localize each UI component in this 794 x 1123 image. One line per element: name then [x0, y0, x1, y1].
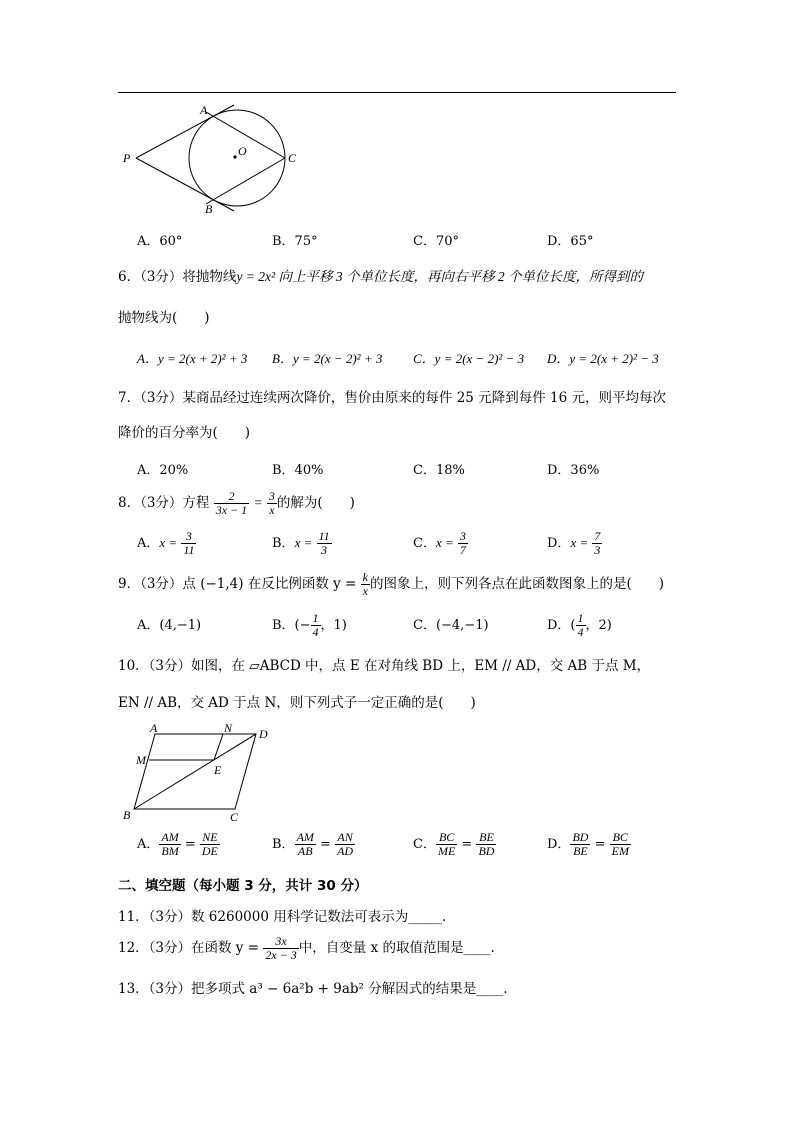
q9-option-b: B．(− $\frac{1}{4}$ ，1)	[272, 611, 347, 639]
label-A2: A	[150, 721, 158, 735]
q13: 13．（3分）把多项式 a³ − 6a²b + 9ab² 分解因式的结果是____.	[118, 981, 508, 997]
q8-stem: 8．（3分）方程 $\frac{2}{3x - 1}$ = $\frac{3}{x}$ 的解为( )	[118, 489, 355, 517]
q6-option-d: D．y = 2(x + 2)² − 3	[547, 351, 659, 366]
q5-option-d: D．65°	[547, 234, 594, 249]
q6-stem-2: 抛物线为( )	[118, 310, 210, 326]
q8-option-b: B．x = $\frac{11}{3}$	[272, 529, 330, 557]
header-rule	[118, 92, 676, 93]
q9-stem: 9．（3分）点 (−1,4) 在反比例函数 y = $\frac{k}{x}$ 的图象上，则下列各点在此函数图象上的是( )	[118, 570, 665, 598]
q6-option-c: C．y = 2(x − 2)² − 3	[413, 351, 525, 366]
q7-stem-2: 降价的百分率为( )	[118, 425, 251, 441]
q5-option-c: C．70°	[413, 234, 459, 249]
label-O: O	[238, 144, 247, 158]
q12: 12．（3分）在函数 y = $\frac{3x}{2x - 3}$ 中，自变量 x 的取值范围是____.	[118, 934, 495, 962]
label-M: M	[136, 753, 146, 767]
q9-option-a: A．(4,−1)	[137, 618, 202, 633]
label-B: B	[205, 202, 213, 216]
q6-option-a: A．y = 2(x + 2)² + 3	[137, 351, 248, 366]
q5-option-a: A．60°	[137, 234, 183, 249]
q10-option-c: C． $\frac{BC}{ME}$ = $\frac{BE}{BD}$	[413, 830, 495, 858]
q8-option-d: D．x = $\frac{7}{3}$	[547, 529, 601, 557]
q9-option-c: C．(−4,−1)	[413, 618, 489, 633]
section-heading: 二、填空题（每小题 3 分，共计 30 分）	[118, 878, 368, 894]
label-N: N	[224, 721, 233, 735]
q6-stem: 6．（3分）将抛物线y = 2x² 向上平移 3 个单位长度，再向右平移 2 个单位长度，所得到的	[118, 269, 643, 285]
q7-option-b: B．40%	[272, 463, 324, 478]
label-P: P	[123, 151, 131, 165]
label-C2: C	[230, 810, 239, 824]
label-D: D	[259, 727, 268, 741]
q10-option-b: B． $\frac{AM}{AB}$ = $\frac{AN}{AD}$	[272, 830, 354, 858]
label-B2: B	[123, 808, 131, 822]
q11: 11．（3分）数 6260000 用科学记数法可表示为_____.	[118, 909, 447, 925]
label-E: E	[214, 763, 222, 777]
label-C: C	[288, 151, 297, 165]
q8-option-c: C．x = $\frac{3}{7}$	[413, 529, 466, 557]
q7-option-c: C．18%	[413, 463, 465, 478]
q6-option-b: B．y = 2(x − 2)² + 3	[272, 351, 383, 366]
parallelogram-figure	[118, 720, 288, 826]
q7-option-d: D．36%	[547, 463, 600, 478]
q5-option-b: B．75°	[272, 234, 318, 249]
q7-option-a: A．20%	[137, 463, 189, 478]
q8-option-a: A．x = $\frac{3}{11}$	[137, 529, 195, 557]
q10-option-d: D． $\frac{BD}{BE}$ = $\frac{BC}{EM}$	[547, 830, 629, 858]
q10-stem: 10．（3分）如图，在 ▱ABCD 中，点 E 在对角线 BD 上，EM // AD，交 AB 于点 M，	[118, 658, 651, 674]
circle-tangent-figure	[118, 100, 318, 218]
q10-stem-2: EN // AB，交 AD 于点 N，则下列式子一定正确的是( )	[118, 695, 476, 711]
q7-stem: 7．（3分）某商品经过连续两次降价，售价由原来的每件 25 元降到每件 16 元，则平均每次	[118, 390, 666, 406]
q9-option-d: D．( $\frac{1}{4}$ ，2)	[547, 611, 612, 639]
q10-option-a: A． $\frac{AM}{BM}$ = $\frac{NE}{DE}$	[137, 830, 218, 858]
label-A: A	[200, 103, 208, 117]
